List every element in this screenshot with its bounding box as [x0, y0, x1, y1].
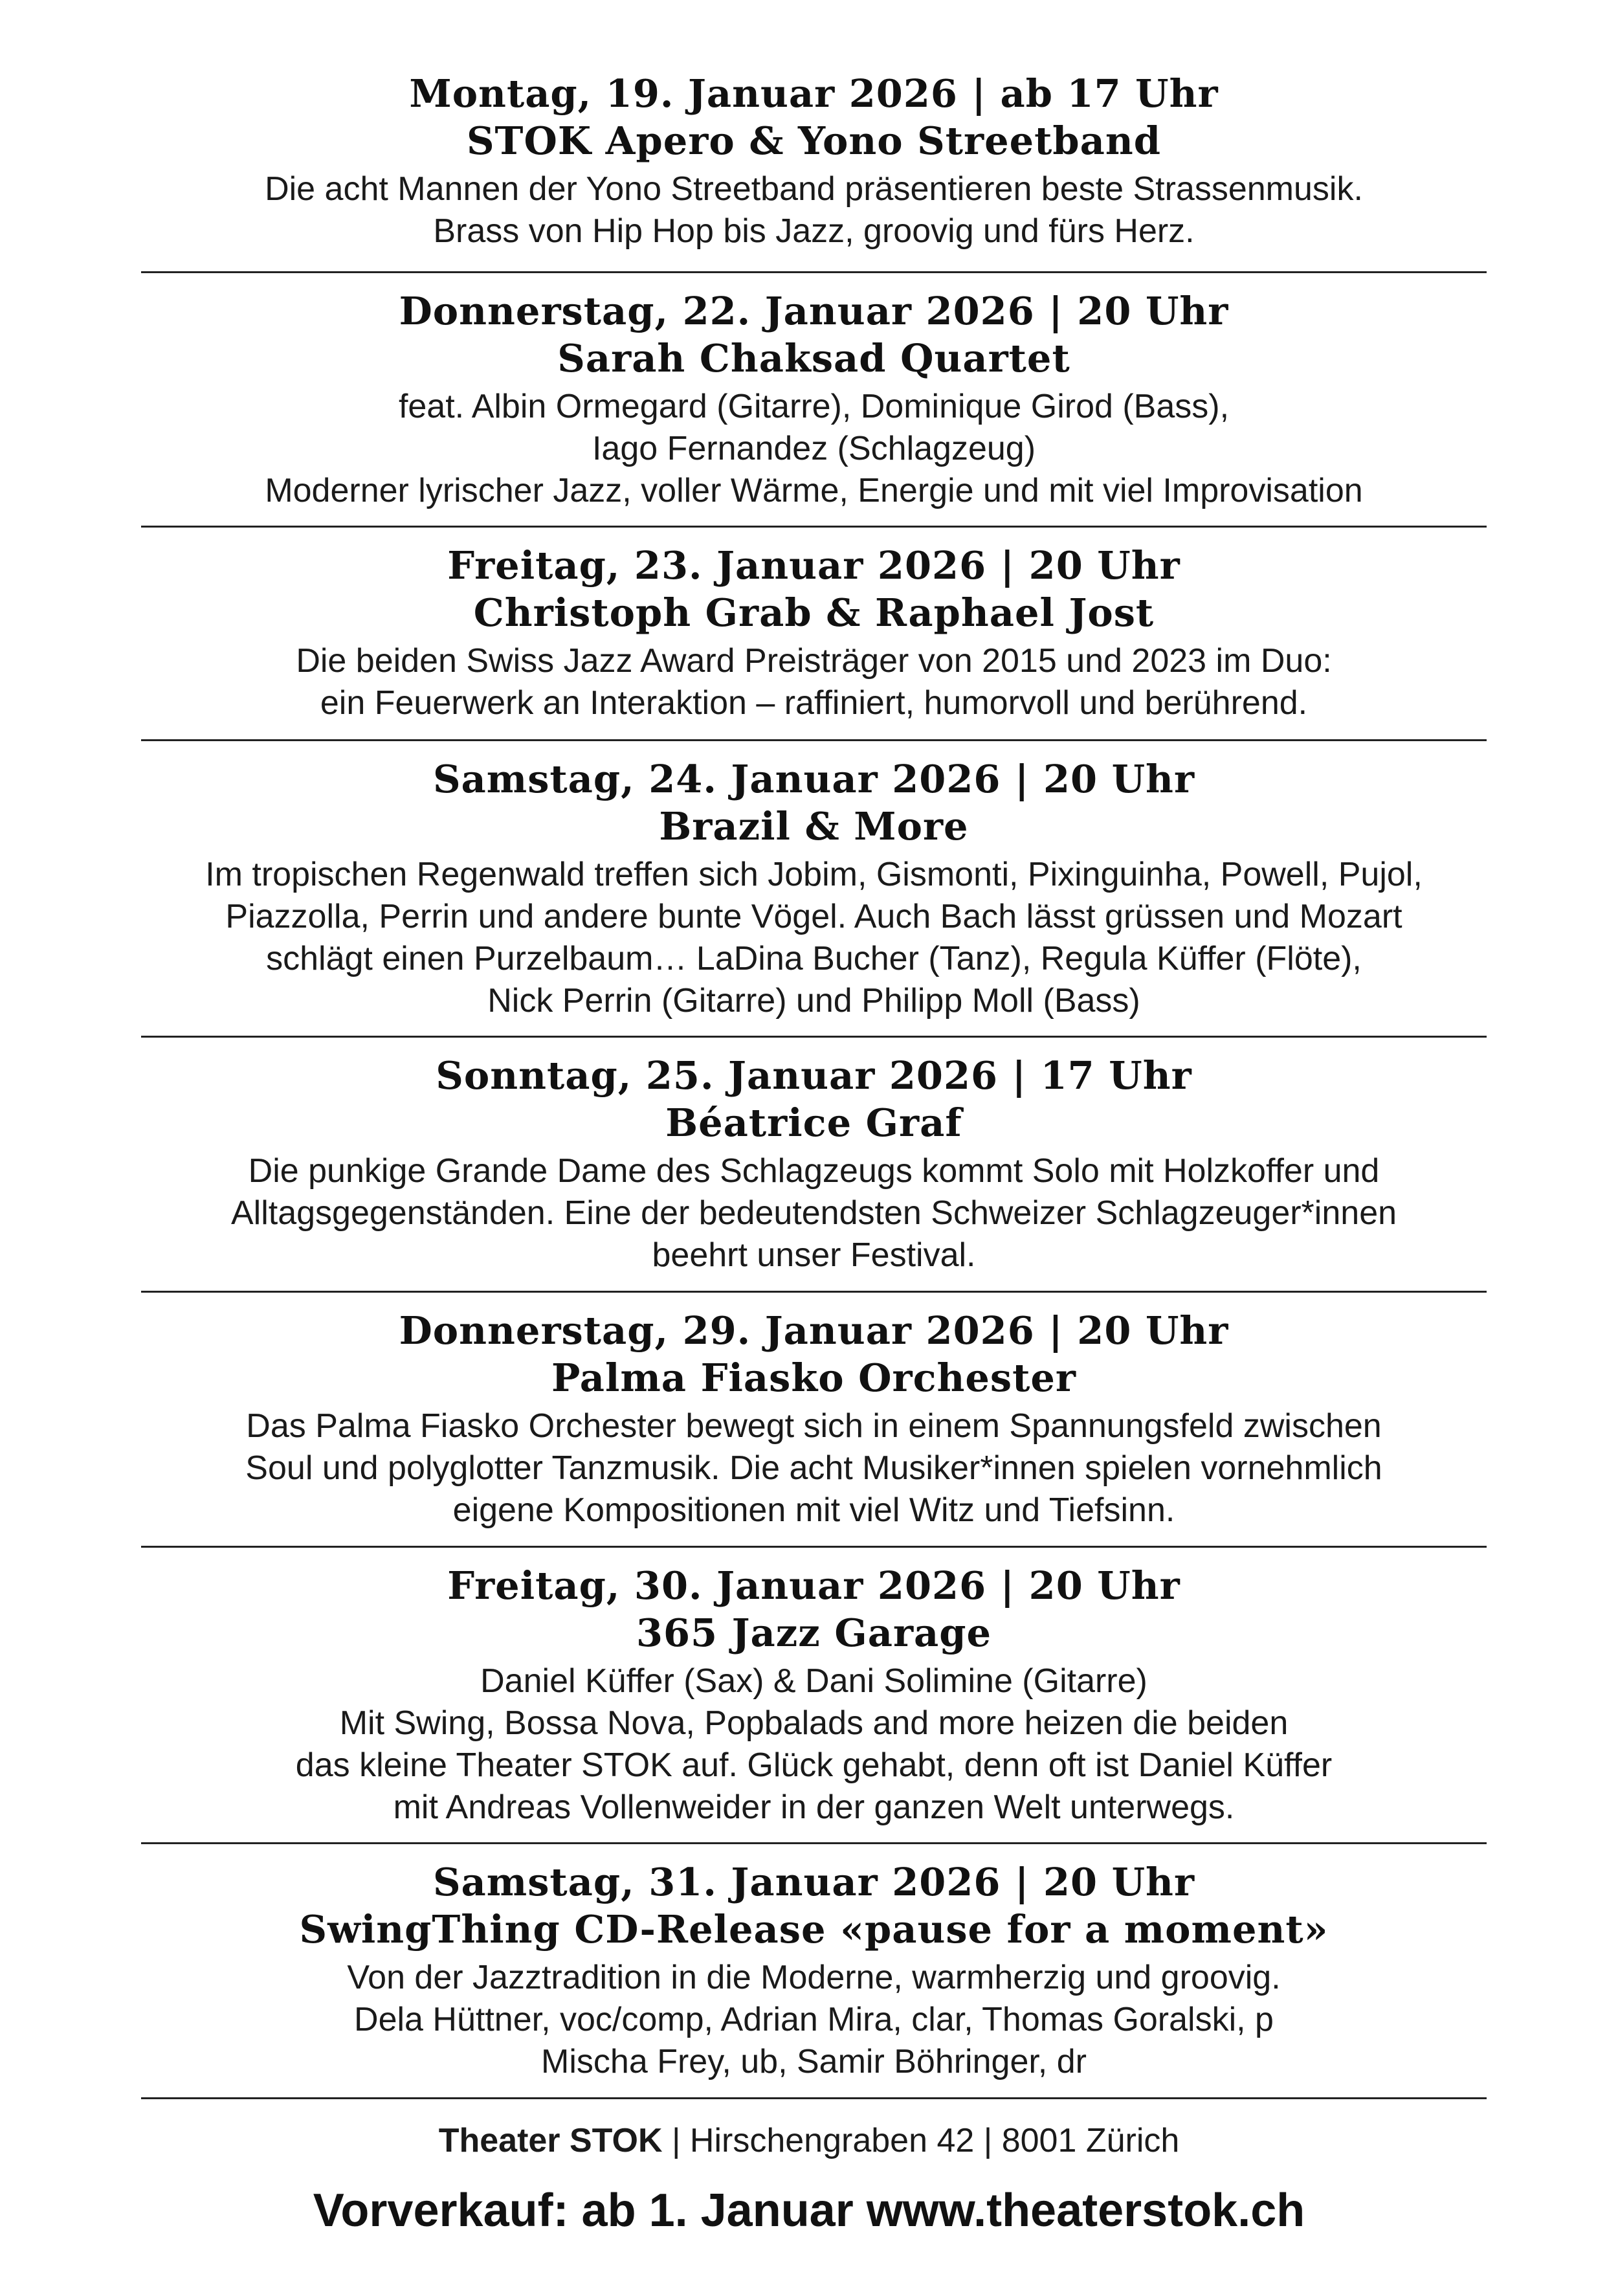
event-title: Brazil & More [659, 804, 969, 849]
venue-line [0, 2118, 1618, 2163]
event-date: Samstag, 31. Januar 2026 | 20 Uhr [432, 1860, 1195, 1904]
description-line: Die punkige Grande Dame des Schlagzeugs kommt Solo mit Holzkoffer und [248, 1152, 1380, 1190]
event-list [141, 70, 1487, 2099]
description-line: Nick Perrin (Gitarre) und Philipp Moll (Bass) [487, 982, 1140, 1020]
event-date: Freitag, 23. Januar 2026 | 20 Uhr [447, 543, 1180, 588]
event-description [141, 168, 1487, 252]
event-date: Donnerstag, 29. Januar 2026 | 20 Uhr [399, 1308, 1229, 1353]
event-entry [141, 1293, 1487, 1548]
venue-name: Theater STOK [438, 2122, 663, 2159]
description-line: Das Palma Fiasko Orchester bewegt sich in einem Spannungsfeld zwischen [246, 1407, 1382, 1445]
description-line: Von der Jazztradition in die Moderne, warmherzig und groovig. [347, 1959, 1281, 1996]
event-title: Christoph Grab & Raphael Jost [473, 590, 1155, 635]
event-title: SwingThing CD-Release «pause for a moment» [299, 1907, 1329, 1952]
description-line: schlägt einen Purzelbaum… LaDina Bucher (Tanz), Regula Küffer (Flöte), [266, 940, 1362, 977]
description-line: Daniel Küffer (Sax) & Dani Solimine (Gitarre) [480, 1662, 1147, 1700]
presale-line: Vorverkauf: ab 1. Januar www.theaterstok.ch [313, 2185, 1305, 2236]
description-line: das kleine Theater STOK auf. Glück gehabt, denn oft ist Daniel Küffer [295, 1746, 1333, 1784]
event-title: Béatrice Graf [665, 1100, 962, 1145]
event-title: STOK Apero & Yono Streetband [466, 118, 1162, 163]
event-entry [141, 528, 1487, 741]
event-description [141, 854, 1487, 1022]
description-line: Im tropischen Regenwald treffen sich Jobim, Gismonti, Pixinguinha, Powell, Pujol, [205, 856, 1423, 893]
venue-address: | Hirschengraben 42 | 8001 Zürich [662, 2122, 1180, 2159]
description-line: feat. Albin Ormegard (Gitarre), Dominique Girod (Bass), [398, 388, 1230, 425]
description-line: Piazzolla, Perrin und andere bunte Vögel. Auch Bach lässt grüssen und Mozart [225, 898, 1402, 935]
description-line: Die beiden Swiss Jazz Award Preisträger von 2015 und 2023 im Duo: [296, 642, 1332, 680]
description-line: Mit Swing, Bossa Nova, Popbalads and more heizen die beiden [339, 1704, 1289, 1742]
event-entry [141, 273, 1487, 528]
event-date: Sonntag, 25. Januar 2026 | 17 Uhr [436, 1053, 1192, 1098]
event-date: Donnerstag, 22. Januar 2026 | 20 Uhr [399, 289, 1229, 333]
event-entry [141, 70, 1487, 273]
description-line: Alltagsgegenständen. Eine der bedeutendsten Schweizer Schlagzeuger*innen [230, 1194, 1397, 1232]
description-line: Die acht Mannen der Yono Streetband präsentieren beste Strassenmusik. [265, 170, 1363, 208]
event-description [141, 1150, 1487, 1276]
event-description [141, 386, 1487, 512]
description-line: Iago Fernandez (Schlagzeug) [592, 430, 1036, 467]
description-line: beehrt unser Festival. [652, 1236, 976, 1274]
description-line: mit Andreas Vollenweider in der ganzen Welt unterwegs. [393, 1789, 1235, 1826]
description-line: eigene Kompositionen mit viel Witz und Tiefsinn. [452, 1491, 1175, 1529]
event-description [141, 1660, 1487, 1829]
event-description [141, 640, 1487, 724]
description-line: Moderner lyrischer Jazz, voller Wärme, Energie und mit viel Improvisation [265, 472, 1363, 509]
event-date: Montag, 19. Januar 2026 | ab 17 Uhr [409, 71, 1219, 116]
event-entry [141, 1548, 1487, 1844]
description-line: Dela Hüttner, voc/comp, Adrian Mira, clar, Thomas Goralski, p [354, 2001, 1274, 2038]
event-entry [141, 1844, 1487, 2099]
description-line: ein Feuerwerk an Interaktion – raffiniert, humorvoll und berührend. [320, 684, 1308, 722]
event-date: Freitag, 30. Januar 2026 | 20 Uhr [447, 1563, 1180, 1608]
description-line: Soul und polyglotter Tanzmusik. Die acht Musiker*innen spielen vornehmlich [245, 1449, 1382, 1487]
description-line: Mischa Frey, ub, Samir Böhringer, dr [541, 2043, 1087, 2080]
event-title: Sarah Chaksad Quartet [557, 336, 1070, 381]
event-title: Palma Fiasko Orchester [551, 1355, 1077, 1400]
description-line: Brass von Hip Hop bis Jazz, groovig und fürs Herz. [433, 212, 1195, 250]
event-entry [141, 1038, 1487, 1293]
event-description [141, 1405, 1487, 1532]
event-date: Samstag, 24. Januar 2026 | 20 Uhr [432, 757, 1195, 801]
event-description [141, 1957, 1487, 2083]
event-title: 365 Jazz Garage [636, 1611, 992, 1655]
event-entry [141, 741, 1487, 1038]
